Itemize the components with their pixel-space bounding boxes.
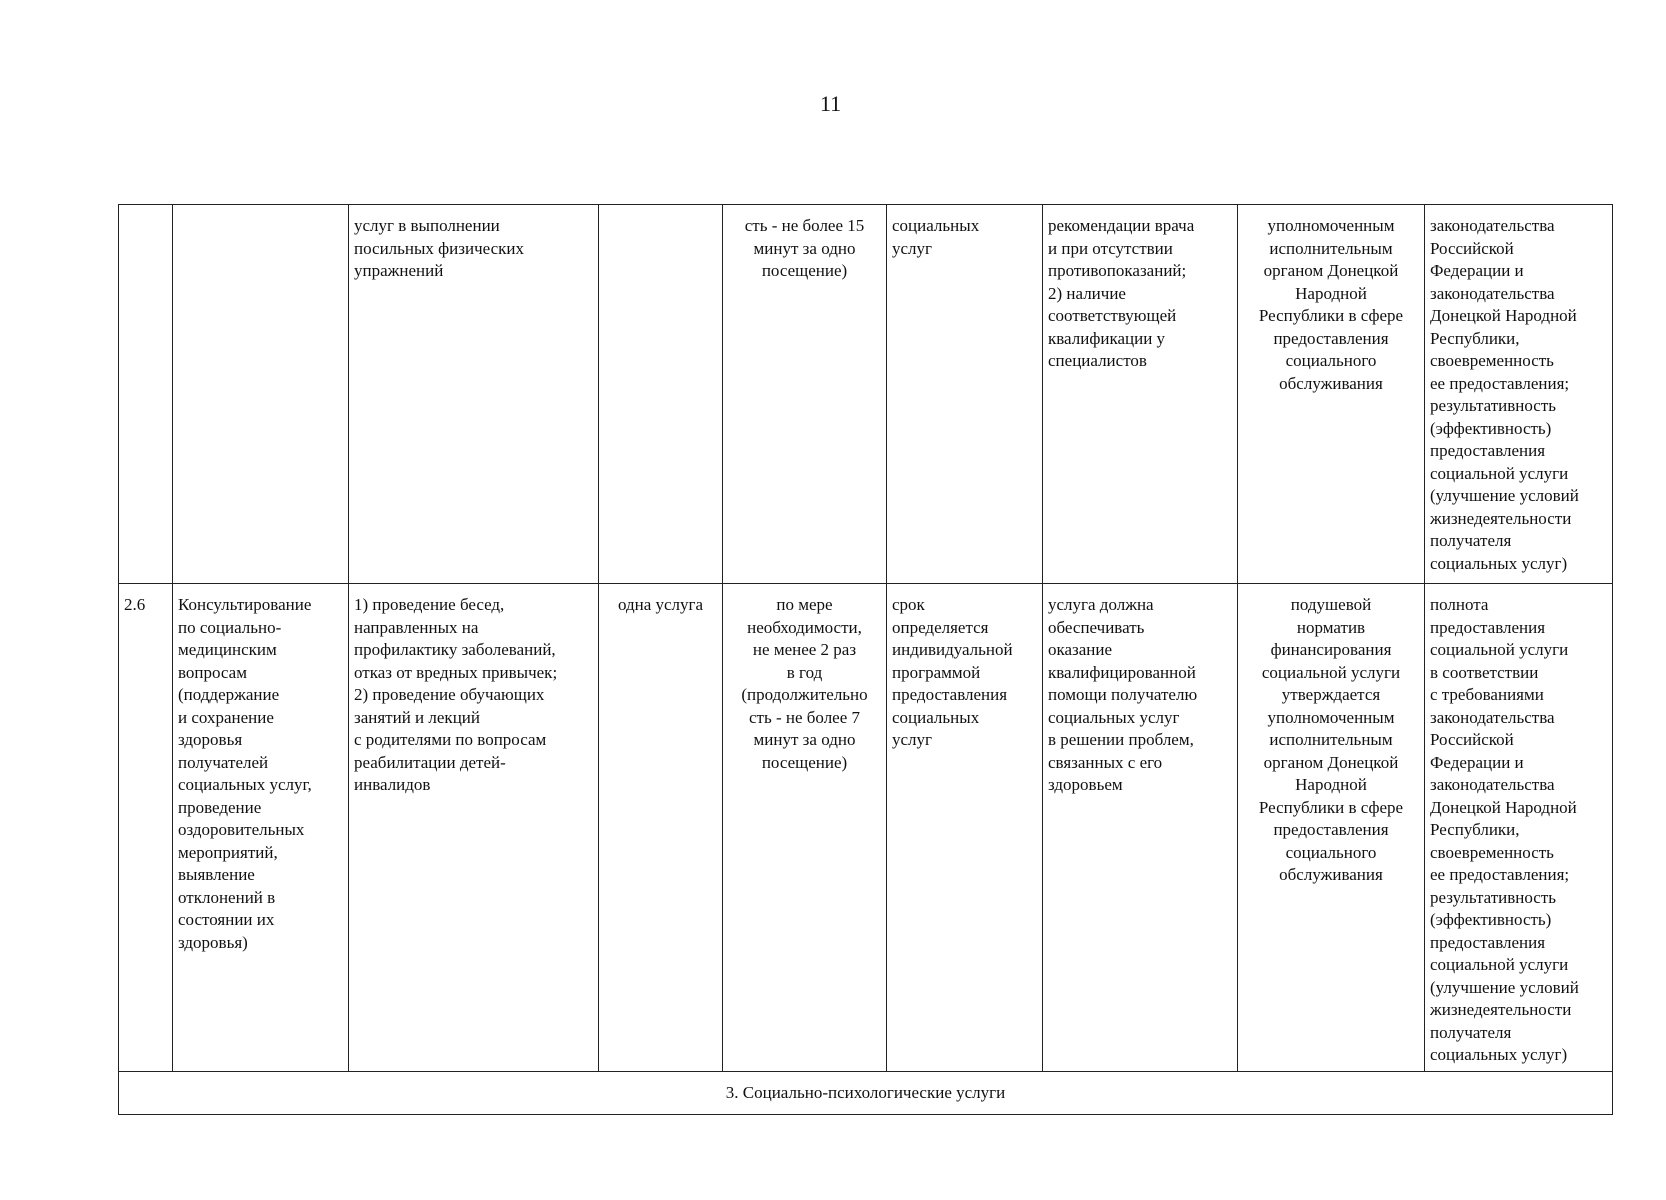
cell-service-content: 1) проведение бесед, направленных на профилактику заболеваний, отказ от вредных привычек; 2) проведение обучающих занятий и лекций с родителями по вопросам реабилитации детей- инвалидов (349, 584, 599, 1072)
cell-norm: уполномоченным исполнительным органом Донецкой Народной Республики в сфере предоставления социального обслуживания (1238, 205, 1425, 584)
cell-unit: одна услуга (599, 584, 723, 1072)
cell-frequency: по мере необходимости, не менее 2 раз в год (продолжительно сть - не более 7 минут за одно посещение) (723, 584, 887, 1072)
table-row (119, 584, 1613, 1072)
cell-term: срок определяется индивидуальной программой предоставления социальных услуг (887, 584, 1043, 1072)
cell-conditions: рекомендации врача и при отсутствии противопоказаний; 2) наличие соответствующей квалификации у специалистов (1043, 205, 1238, 584)
cell-quality: законодательства Российской Федерации и законодательства Донецкой Народной Республики, своевременность ее предоставления; результативность (эффективность) предоставления социальной услуги (улучшение условий жизнедеятельности получателя социальных услуг) (1425, 205, 1613, 584)
section-heading: 3. Социально-психологические услуги (119, 1071, 1613, 1114)
cell-unit (599, 205, 723, 584)
cell-number: 2.6 (119, 584, 173, 1072)
services-table (118, 204, 1613, 1115)
cell-service-name: Консультирование по социально- медицинским вопросам (поддержание и сохранение здоровья получателей социальных услуг, проведение оздоровительных мероприятий, выявление отклонений в состоянии их здоровья) (173, 584, 349, 1072)
cell-service-name (173, 205, 349, 584)
cell-number (119, 205, 173, 584)
cell-quality: полнота предоставления социальной услуги в соответствии с требованиями законодательства Российской Федерации и законодательства Донецкой Народной Республики, своевременность ее предоставления; результативность (эффективность) предоставления социальной услуги (улучшение условий жизнедеятельности получателя социальных услуг) (1425, 584, 1613, 1072)
cell-frequency: сть - не более 15 минут за одно посещение) (723, 205, 887, 584)
section-row (119, 1071, 1613, 1114)
cell-norm: подушевой норматив финансирования социальной услуги утверждается уполномоченным исполнительным органом Донецкой Народной Республики в сфере предоставления социального обслуживания (1238, 584, 1425, 1072)
cell-service-content: услуг в выполнении посильных физических упражнений (349, 205, 599, 584)
page-number: 11 (820, 91, 842, 116)
cell-conditions: услуга должна обеспечивать оказание квалифицированной помощи получателю социальных услуг в решении проблем, связанных с его здоровьем (1043, 584, 1238, 1072)
table-row (119, 205, 1613, 584)
cell-term: социальных услуг (887, 205, 1043, 584)
